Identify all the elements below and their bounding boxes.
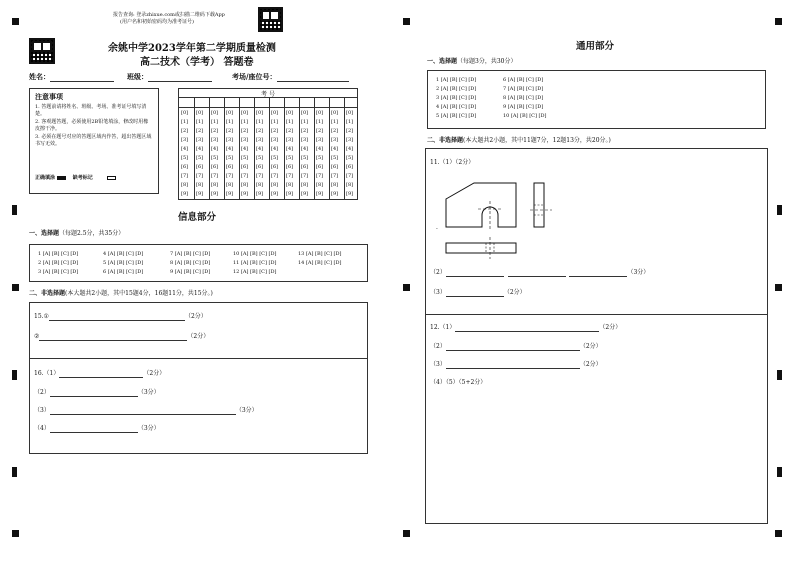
exam-digit-bubble[interactable]: [1]: [271, 119, 279, 125]
q16-score-4: （3分）: [137, 425, 160, 432]
q16-line2[interactable]: [34, 389, 160, 397]
mc-question[interactable]: 9 [A] [B] [C] [D]: [170, 269, 211, 275]
q11-line2[interactable]: [430, 269, 649, 277]
side-mark: [12, 205, 17, 215]
q11-part-2: （2）: [430, 269, 446, 276]
mc-question[interactable]: 5 [A] [B] [C] [D]: [436, 113, 477, 119]
exam-digit-bubble[interactable]: [3]: [241, 137, 249, 143]
exam-digit-bubble[interactable]: [7]: [211, 173, 219, 179]
notes-title: 注意事项: [35, 92, 63, 101]
exam-digit-bubble[interactable]: [4]: [286, 146, 294, 152]
exam-digit-bubble[interactable]: [6]: [226, 164, 234, 170]
exam-digit-bubble[interactable]: [9]: [226, 191, 234, 197]
q11-tick: ·: [436, 226, 438, 233]
q12-score-3: （2分）: [579, 361, 602, 368]
exam-digit-bubble[interactable]: [2]: [226, 128, 234, 134]
exam-digit-bubble[interactable]: [8]: [256, 182, 264, 188]
q16-part-1: （1）: [43, 370, 60, 377]
exam-digit-bubble[interactable]: [2]: [256, 128, 264, 134]
info-part1-title: 一、选择题: [29, 230, 60, 237]
notice-line-2: (用户名和初始密码均为准考证号): [120, 19, 194, 25]
mc-question[interactable]: 3 [A] [B] [C] [D]: [436, 95, 477, 101]
q11-score-2: （3分）: [627, 269, 650, 276]
q15-score-2: （2分）: [187, 333, 210, 340]
mc-question[interactable]: 14 [A] [B] [C] [D]: [298, 260, 342, 266]
exam-digit-bubble[interactable]: [9]: [316, 191, 324, 197]
exam-digit-bubble[interactable]: [0]: [196, 110, 204, 116]
mc-question[interactable]: 5 [A] [B] [C] [D]: [103, 260, 144, 266]
mc-question[interactable]: 3 [A] [B] [C] [D]: [38, 269, 79, 275]
technical-drawing: [434, 177, 564, 262]
q16-score-3: （3分）: [235, 407, 258, 414]
exam-digit-bubble[interactable]: [6]: [331, 164, 339, 170]
exam-digit-bubble[interactable]: [0]: [301, 110, 309, 116]
q16-number: 16.: [34, 370, 44, 377]
exam-digit-bubble[interactable]: [1]: [241, 119, 249, 125]
mc-question[interactable]: 4 [A] [B] [C] [D]: [436, 104, 477, 110]
exam-digit-bubble[interactable]: [4]: [241, 146, 249, 152]
q15-line2[interactable]: [34, 333, 209, 341]
registration-mark: [775, 530, 782, 537]
general-mc-box: [427, 70, 766, 129]
grid-column-divider: [344, 98, 345, 200]
absent-checkbox[interactable]: [107, 176, 116, 180]
exam-digit-bubble[interactable]: [6]: [286, 164, 294, 170]
exam-digit-bubble[interactable]: [0]: [316, 110, 324, 116]
exam-digit-bubble[interactable]: [1]: [211, 119, 219, 125]
exam-digit-bubble[interactable]: [6]: [181, 164, 189, 170]
exam-digit-bubble[interactable]: [3]: [211, 137, 219, 143]
exam-digit-bubble[interactable]: [2]: [196, 128, 204, 134]
q11-part-3: （3）: [430, 289, 446, 296]
side-mark: [12, 370, 17, 380]
info-answer-box: [29, 302, 368, 454]
exam-digit-bubble[interactable]: [7]: [181, 173, 189, 179]
class-field[interactable]: [127, 72, 212, 82]
exam-digit-bubble[interactable]: [8]: [346, 182, 354, 188]
qr-code-icon: [258, 7, 283, 32]
grid-column-divider: [329, 98, 330, 200]
q12-score-1: （2分）: [599, 324, 622, 331]
filled-bubble-icon: [57, 176, 66, 180]
general-part2-title: 二、非选择题: [427, 137, 464, 144]
q12-line1[interactable]: [430, 324, 621, 332]
exam-digit-bubble[interactable]: [9]: [271, 191, 279, 197]
grid-column-divider: [284, 98, 285, 200]
front-view: [446, 183, 516, 227]
exam-digit-bubble[interactable]: [8]: [301, 182, 309, 188]
grid-column-divider: [314, 98, 315, 200]
general-part1-title: 一、选择题: [427, 58, 458, 65]
exam-digit-bubble[interactable]: [5]: [241, 155, 249, 161]
exam-digit-bubble[interactable]: [5]: [346, 155, 354, 161]
exam-digit-bubble[interactable]: [2]: [286, 128, 294, 134]
q16-part-4: （4）: [34, 425, 50, 432]
mc-question[interactable]: 11 [A] [B] [C] [D]: [233, 260, 277, 266]
exam-digit-bubble[interactable]: [4]: [331, 146, 339, 152]
correct-fill-label: 正确填涂: [35, 175, 56, 181]
q12-line45: （4）（5）（5+2分）: [430, 379, 487, 386]
exam-number-label: 考 号: [179, 89, 357, 98]
info-part1-note: （每题2.5分，共35分）: [59, 230, 125, 237]
mc-question[interactable]: 1 [A] [B] [C] [D]: [436, 77, 477, 83]
exam-digit-bubble[interactable]: [6]: [271, 164, 279, 170]
exam-digit-bubble[interactable]: [2]: [331, 128, 339, 134]
exam-digit-bubble[interactable]: [1]: [256, 119, 264, 125]
exam-digit-bubble[interactable]: [4]: [316, 146, 324, 152]
mc-question[interactable]: 8 [A] [B] [C] [D]: [503, 95, 544, 101]
q16-score-1: （2分）: [143, 370, 166, 377]
exam-digit-bubble[interactable]: [8]: [271, 182, 279, 188]
q16-line3[interactable]: [34, 407, 258, 415]
exam-digit-bubble[interactable]: [1]: [196, 119, 204, 125]
info-mc-box: [29, 244, 368, 282]
mc-question[interactable]: 6 [A] [B] [C] [D]: [103, 269, 144, 275]
fill-legend: [35, 175, 116, 182]
exam-digit-bubble[interactable]: [6]: [241, 164, 249, 170]
exam-digit-bubble[interactable]: [7]: [271, 173, 279, 179]
exam-digit-bubble[interactable]: [4]: [226, 146, 234, 152]
grid-column-divider: [209, 98, 210, 200]
exam-digit-bubble[interactable]: [1]: [331, 119, 339, 125]
mc-question[interactable]: 2 [A] [B] [C] [D]: [436, 86, 477, 92]
mc-question[interactable]: 7 [A] [B] [C] [D]: [170, 251, 211, 257]
registration-mark: [403, 530, 410, 537]
exam-digit-bubble[interactable]: [7]: [256, 173, 264, 179]
exam-digit-bubble[interactable]: [6]: [316, 164, 324, 170]
q12-line2[interactable]: [430, 343, 602, 351]
exam-digit-bubble[interactable]: [0]: [331, 110, 339, 116]
exam-digit-bubble[interactable]: [8]: [196, 182, 204, 188]
info-part2-heading: [29, 290, 213, 298]
registration-mark: [775, 284, 782, 291]
exam-digit-bubble[interactable]: [9]: [301, 191, 309, 197]
q12-part-3: （3）: [430, 361, 446, 368]
exam-digit-bubble[interactable]: [8]: [331, 182, 339, 188]
mc-question[interactable]: 1 [A] [B] [C] [D]: [38, 251, 79, 257]
note-item: 2. 客观题答题，必须使用2B铅笔填涂，修改时用橡皮擦干净。: [35, 119, 149, 132]
exam-digit-bubble[interactable]: [8]: [316, 182, 324, 188]
note-item: 3. 必须在题号对应的答题区域内作答，超出答题区域书写无效。: [35, 134, 152, 147]
exam-digit-bubble[interactable]: [5]: [196, 155, 204, 161]
q11-number: 11.: [430, 159, 440, 166]
exam-digit-bubble[interactable]: [5]: [286, 155, 294, 161]
exam-digit-bubble[interactable]: [3]: [256, 137, 264, 143]
name-field[interactable]: [29, 72, 114, 82]
exam-digit-bubble[interactable]: [0]: [286, 110, 294, 116]
q15-score-1: （2分）: [184, 313, 207, 320]
exam-digit-bubble[interactable]: [5]: [181, 155, 189, 161]
exam-digit-bubble[interactable]: [3]: [331, 137, 339, 143]
exam-digit-bubble[interactable]: [9]: [181, 191, 189, 197]
general-part2-note: (本大题共2小题，其中11题7分，12题13分，共20分。): [463, 137, 611, 144]
exam-digit-bubble[interactable]: [8]: [211, 182, 219, 188]
exam-digit-bubble[interactable]: [3]: [301, 137, 309, 143]
registration-mark: [403, 284, 410, 291]
top-view: [446, 243, 516, 253]
exam-digit-bubble[interactable]: [7]: [196, 173, 204, 179]
exam-digit-bubble[interactable]: [1]: [286, 119, 294, 125]
exam-digit-bubble[interactable]: [2]: [271, 128, 279, 134]
mc-question[interactable]: 7 [A] [B] [C] [D]: [503, 86, 544, 92]
mc-question[interactable]: 4 [A] [B] [C] [D]: [103, 251, 144, 257]
exam-digit-bubble[interactable]: [7]: [316, 173, 324, 179]
side-mark: [12, 467, 17, 477]
room-field[interactable]: [232, 72, 349, 82]
grid-column-divider: [194, 98, 195, 200]
exam-digit-bubble[interactable]: [0]: [271, 110, 279, 116]
q15-item-2: ②: [34, 333, 40, 340]
exam-digit-bubble[interactable]: [2]: [316, 128, 324, 134]
q12-part-2: （2）: [430, 343, 446, 350]
exam-digit-bubble[interactable]: [1]: [301, 119, 309, 125]
exam-digit-bubble[interactable]: [3]: [196, 137, 204, 143]
exam-digit-bubble[interactable]: [6]: [211, 164, 219, 170]
q11-score-3: （2分）: [503, 289, 526, 296]
exam-digit-bubble[interactable]: [6]: [256, 164, 264, 170]
exam-digit-bubble[interactable]: [1]: [346, 119, 354, 125]
exam-digit-bubble[interactable]: [1]: [226, 119, 234, 125]
q12-score-2: （2分）: [579, 343, 602, 350]
notes-box: [29, 88, 159, 194]
q11-part-1: （1）: [439, 159, 456, 166]
exam-digit-bubble[interactable]: [3]: [271, 137, 279, 143]
exam-digit-bubble[interactable]: [5]: [226, 155, 234, 161]
exam-digit-bubble[interactable]: [9]: [256, 191, 264, 197]
q16-score-2: （3分）: [137, 389, 160, 396]
exam-digit-bubble[interactable]: [0]: [346, 110, 354, 116]
exam-digit-bubble[interactable]: [9]: [241, 191, 249, 197]
general-part1-note: （每题3分，共30分）: [457, 58, 517, 65]
general-part2-heading: [427, 137, 611, 145]
mc-question[interactable]: 12 [A] [B] [C] [D]: [233, 269, 277, 275]
info-section-title: 信息部分: [178, 212, 217, 223]
exam-digit-bubble[interactable]: [9]: [286, 191, 294, 197]
exam-digit-bubble[interactable]: [2]: [181, 128, 189, 134]
q15-line1[interactable]: [34, 313, 207, 321]
q12-part-1: （1）: [439, 324, 456, 331]
exam-digit-bubble[interactable]: [7]: [241, 173, 249, 179]
exam-digit-bubble[interactable]: [8]: [241, 182, 249, 188]
grid-column-divider: [299, 98, 300, 200]
mc-question[interactable]: 6 [A] [B] [C] [D]: [503, 77, 544, 83]
exam-digit-bubble[interactable]: [8]: [286, 182, 294, 188]
exam-digit-bubble[interactable]: [4]: [256, 146, 264, 152]
exam-digit-bubble[interactable]: [4]: [271, 146, 279, 152]
info-part1-heading: [29, 230, 124, 238]
side-mark: [777, 370, 782, 380]
exam-digit-bubble[interactable]: [7]: [331, 173, 339, 179]
exam-digit-bubble[interactable]: [1]: [316, 119, 324, 125]
side-mark: [777, 205, 782, 215]
grid-column-divider: [269, 98, 270, 200]
side-mark: [777, 467, 782, 477]
exam-digit-bubble[interactable]: [2]: [211, 128, 219, 134]
exam-digit-bubble[interactable]: [0]: [211, 110, 219, 116]
exam-digit-bubble[interactable]: [4]: [301, 146, 309, 152]
page-title: 余姚中学2023学年第二学期质量检测: [108, 43, 276, 54]
exam-digit-bubble[interactable]: [5]: [256, 155, 264, 161]
exam-digit-bubble[interactable]: [2]: [346, 128, 354, 134]
q16-line1[interactable]: [34, 370, 165, 378]
exam-digit-bubble[interactable]: [6]: [301, 164, 309, 170]
info-part2-note: (本大题共2小题，其中15题4分，16题11分，共15分。): [65, 290, 213, 297]
exam-digit-bubble[interactable]: [7]: [286, 173, 294, 179]
class-label: 班级：: [127, 72, 148, 81]
notice-line-1: 报告查询: 登录zhixue.com或扫描二维码下载App: [113, 12, 225, 18]
exam-number-grid: [178, 88, 358, 200]
absent-label: 缺考标记: [72, 175, 93, 181]
q16-part-3: （3）: [34, 407, 50, 414]
exam-digit-bubble[interactable]: [4]: [211, 146, 219, 152]
exam-digit-bubble[interactable]: [0]: [181, 110, 189, 116]
exam-digit-bubble[interactable]: [7]: [301, 173, 309, 179]
q16-line4[interactable]: [34, 425, 160, 433]
note-item: 1. 答题前请将姓名、班级、考场、准考证号填写清楚。: [35, 104, 147, 117]
exam-digit-bubble[interactable]: [5]: [331, 155, 339, 161]
exam-digit-bubble[interactable]: [1]: [181, 119, 189, 125]
exam-digit-bubble[interactable]: [8]: [181, 182, 189, 188]
registration-mark: [12, 530, 19, 537]
exam-digit-bubble[interactable]: [9]: [196, 191, 204, 197]
exam-digit-bubble[interactable]: [4]: [181, 146, 189, 152]
info-part2-title: 二、非选择题: [29, 290, 66, 297]
q12-number: 12.: [430, 324, 440, 331]
registration-mark: [775, 18, 782, 25]
exam-digit-bubble[interactable]: [3]: [226, 137, 234, 143]
registration-mark: [12, 284, 19, 291]
exam-digit-bubble[interactable]: [8]: [226, 182, 234, 188]
q11-score-1: （2分）: [455, 159, 475, 166]
exam-digit-bubble[interactable]: [0]: [256, 110, 264, 116]
general-answer-box: [425, 148, 768, 524]
mc-question[interactable]: 10 [A] [B] [C] [D]: [503, 113, 547, 119]
page-subtitle: 高二技术（学考） 答题卷: [140, 57, 254, 68]
q11-line3[interactable]: [430, 289, 526, 297]
exam-digit-bubble[interactable]: [3]: [286, 137, 294, 143]
exam-digit-bubble[interactable]: [5]: [271, 155, 279, 161]
mc-question[interactable]: 8 [A] [B] [C] [D]: [170, 260, 211, 266]
exam-digit-bubble[interactable]: [5]: [316, 155, 324, 161]
mc-question[interactable]: 2 [A] [B] [C] [D]: [38, 260, 79, 266]
exam-digit-bubble[interactable]: [6]: [346, 164, 354, 170]
exam-digit-bubble[interactable]: [5]: [211, 155, 219, 161]
exam-digit-bubble[interactable]: [5]: [301, 155, 309, 161]
exam-digit-bubble[interactable]: [3]: [346, 137, 354, 143]
exam-digit-bubble[interactable]: [2]: [301, 128, 309, 134]
q15-number: 15.: [34, 313, 44, 320]
q15-item-1: ①: [43, 313, 49, 320]
room-label: 考场/座位号：: [232, 72, 277, 81]
exam-digit-bubble[interactable]: [7]: [226, 173, 234, 179]
grid-column-divider: [224, 98, 225, 200]
name-label: 姓名：: [29, 72, 50, 81]
q16-part-2: （2）: [34, 389, 50, 396]
registration-mark: [12, 18, 19, 25]
q11-line1: [430, 159, 474, 167]
general-section-title: 通用部分: [576, 41, 615, 52]
exam-digit-bubble[interactable]: [0]: [241, 110, 249, 116]
exam-digit-bubble[interactable]: [4]: [346, 146, 354, 152]
mc-question[interactable]: 13 [A] [B] [C] [D]: [298, 251, 342, 257]
q12-line3[interactable]: [430, 361, 602, 369]
mc-question[interactable]: 9 [A] [B] [C] [D]: [503, 104, 544, 110]
mc-question[interactable]: 10 [A] [B] [C] [D]: [233, 251, 277, 257]
exam-digit-bubble[interactable]: [3]: [316, 137, 324, 143]
exam-digit-bubble[interactable]: [0]: [226, 110, 234, 116]
general-part1-heading: [427, 58, 516, 66]
exam-digit-bubble[interactable]: [6]: [196, 164, 204, 170]
exam-digit-bubble[interactable]: [3]: [181, 137, 189, 143]
exam-digit-bubble[interactable]: [9]: [331, 191, 339, 197]
exam-digit-bubble[interactable]: [9]: [211, 191, 219, 197]
qr-code-icon: [29, 38, 55, 64]
grid-column-divider: [239, 98, 240, 200]
exam-digit-bubble[interactable]: [2]: [241, 128, 249, 134]
exam-digit-bubble[interactable]: [9]: [346, 191, 354, 197]
exam-digit-bubble[interactable]: [7]: [346, 173, 354, 179]
exam-digit-bubble[interactable]: [4]: [196, 146, 204, 152]
registration-mark: [403, 18, 410, 25]
grid-column-divider: [254, 98, 255, 200]
